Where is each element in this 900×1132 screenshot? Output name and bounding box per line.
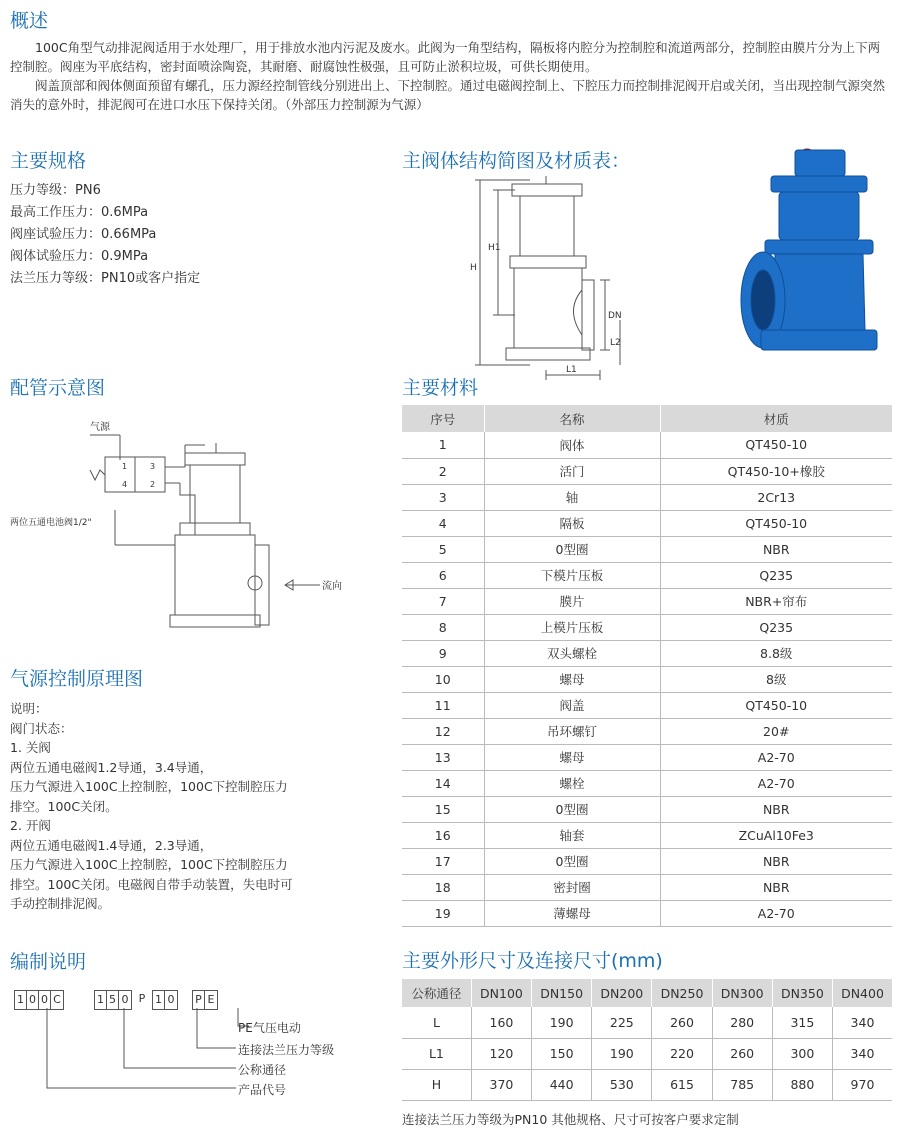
table-cell: 上模片压板 (484, 614, 660, 640)
note-line: 压力气源进入100C上控制腔，100C下控制腔压力 (10, 779, 288, 794)
table-cell: 螺母 (484, 744, 660, 770)
spec-item: 法兰压力等级：PN10或客户指定 (10, 271, 201, 286)
table-cell: 190 (592, 1038, 652, 1069)
table-cell: 7 (402, 588, 484, 614)
col-header-name: 名称 (484, 405, 660, 432)
table-row (402, 718, 892, 744)
table-cell: 9 (402, 640, 484, 666)
table-cell: 阀盖 (484, 692, 660, 718)
overview-title: 概述 (10, 10, 49, 32)
model-code-row (14, 990, 218, 1010)
code-char: 1 (95, 991, 107, 1009)
code-leader-lines (14, 1008, 254, 1098)
table-cell: 260 (652, 1007, 712, 1038)
table-row (402, 640, 892, 666)
table-cell: ZCuAl10Fe3 (660, 822, 892, 848)
code-actuator (192, 990, 218, 1010)
table-cell: L (402, 1007, 471, 1038)
table-cell: 阀体 (484, 432, 660, 458)
col-header: DN100 (471, 979, 531, 1007)
col-header-material: 材质 (660, 405, 892, 432)
port-label: 4 (122, 480, 128, 489)
table-row (402, 692, 892, 718)
specs-list (10, 180, 200, 290)
table-cell: 双头螺栓 (484, 640, 660, 666)
table-row (402, 796, 892, 822)
note-line: 1. 关阀 (10, 740, 51, 755)
table-cell: NBR (660, 848, 892, 874)
table-row (402, 770, 892, 796)
note-line: 压力气源进入100C上控制腔，100C下控制腔压力 (10, 857, 288, 872)
table-cell: 340 (832, 1038, 892, 1069)
materials-table (402, 405, 892, 927)
dim-label-h: H (470, 263, 477, 273)
table-cell: 880 (772, 1069, 832, 1100)
dimensions-table (402, 979, 892, 1101)
table-cell: 8 (402, 614, 484, 640)
dim-label-l1: L1 (566, 365, 577, 375)
table-cell: 13 (402, 744, 484, 770)
table-cell: 2 (402, 458, 484, 484)
table-cell: 8.8级 (660, 640, 892, 666)
table-cell: 吊环螺钉 (484, 718, 660, 744)
table-cell: NBR (660, 796, 892, 822)
table-cell: 14 (402, 770, 484, 796)
table-cell: A2-70 (660, 744, 892, 770)
note-line: 说明： (10, 701, 48, 716)
port-label: 1 (122, 462, 128, 471)
code-separator: P (138, 992, 146, 1005)
table-cell: NBR (660, 874, 892, 900)
note-line: 2. 开阀 (10, 818, 51, 833)
table-cell: 轴套 (484, 822, 660, 848)
table-cell: A2-70 (660, 900, 892, 926)
note-line: 排空。100C关闭。 (10, 798, 118, 814)
specs-title: 主要规格 (10, 150, 87, 172)
structure-drawing (470, 170, 620, 380)
table-cell: NBR (660, 536, 892, 562)
overview-paragraph-1: 100C角型气动排泥阀适用于水处理厂，用于排放水池内污泥及废水。此阀为一角型结构，隔板将内腔分为控制腔和流道两部分，控制腔由膜片分为上下两控制腔。阀座为平底结构，密封面喷涂陶瓷，其耐磨、耐腐蚀性极强，且可防止淤积垃圾，可供长期使用。 (10, 40, 881, 74)
spec-item: 压力等级：PN6 (10, 183, 101, 198)
dim-label-h1: H1 (488, 243, 501, 253)
overview-paragraph-2: 阀盖顶部和阀体侧面预留有螺孔，压力源经控制管线分别进出上、下控制腔。通过电磁阀控制上、下腔压力而控制排泥阀开启或关闭，当出现控制气源突然消失的意外时，排泥阀可在进口水压下保持关闭。（外部压力控制源为气源） (10, 78, 886, 112)
piping-title: 配管示意图 (10, 377, 106, 399)
table-cell: Q235 (660, 562, 892, 588)
table-row (402, 900, 892, 926)
spec-item: 阀座试验压力：0.66MPa (10, 227, 157, 242)
coding-title: 编制说明 (10, 951, 87, 973)
spec-item: 阀体试验压力：0.9MPa (10, 249, 149, 264)
col-header: DN400 (832, 979, 892, 1007)
note-line: 阀门状态： (10, 720, 73, 736)
table-row (402, 562, 892, 588)
table-row (402, 744, 892, 770)
table-cell: 20# (660, 718, 892, 744)
table-cell: 120 (471, 1038, 531, 1069)
table-cell: 8级 (660, 666, 892, 692)
table-cell: 3 (402, 484, 484, 510)
control-notes (10, 699, 370, 914)
structure-title: 主阀体结构简图及材质表： (402, 150, 631, 172)
table-cell: QT450-10 (660, 432, 892, 458)
table-cell: 530 (592, 1069, 652, 1100)
table-row (402, 614, 892, 640)
code-diameter (94, 990, 132, 1010)
table-cell: 16 (402, 822, 484, 848)
table-cell: 220 (652, 1038, 712, 1069)
code-pressure (152, 990, 178, 1010)
flow-direction-label: 流向 (322, 581, 342, 592)
table-cell: 12 (402, 718, 484, 744)
table-cell: 17 (402, 848, 484, 874)
dimensions-title: 主要外形尺寸及连接尺寸(mm) (402, 950, 663, 972)
table-cell: 150 (532, 1038, 592, 1069)
table-row (402, 822, 892, 848)
table-cell: 膜片 (484, 588, 660, 614)
table-row (402, 848, 892, 874)
table-cell: 440 (532, 1069, 592, 1100)
table-cell: 340 (832, 1007, 892, 1038)
table-cell: 19 (402, 900, 484, 926)
table-cell: 1 (402, 432, 484, 458)
table-cell: 下模片压板 (484, 562, 660, 588)
table-cell: 280 (712, 1007, 772, 1038)
table-row (402, 1069, 892, 1100)
table-row (402, 458, 892, 484)
col-header: DN350 (772, 979, 832, 1007)
code-label-pressure: 连接法兰压力等级 (238, 1043, 335, 1057)
table-cell: NBR+帘布 (660, 588, 892, 614)
col-header: DN300 (712, 979, 772, 1007)
code-char: 0 (167, 993, 175, 1006)
table-row (402, 1038, 892, 1069)
dimensions-footnote: 连接法兰压力等级为PN10 其他规格、尺寸可按客户要求定制 (402, 1112, 739, 1127)
table-cell: 2Cr13 (660, 484, 892, 510)
table-cell: 0型圈 (484, 796, 660, 822)
table-cell: 315 (772, 1007, 832, 1038)
piping-diagram (10, 415, 370, 645)
code-char: 5 (107, 991, 119, 1009)
materials-header-row (402, 405, 892, 432)
table-row (402, 588, 892, 614)
col-header-index: 序号 (402, 405, 484, 432)
note-line: 排空。100C关闭。电磁阀自带手动装置，失电时可 (10, 876, 293, 892)
table-cell: 15 (402, 796, 484, 822)
table-cell: 18 (402, 874, 484, 900)
table-row (402, 510, 892, 536)
solenoid-valve-label: 两位五通电池阀1/2" (10, 518, 92, 528)
code-char: 1 (153, 991, 165, 1009)
port-label: 3 (150, 462, 156, 471)
table-cell: 隔板 (484, 510, 660, 536)
materials-title: 主要材料 (402, 377, 479, 399)
table-cell: 370 (471, 1069, 531, 1100)
table-cell: 615 (652, 1069, 712, 1100)
code-char: E (207, 993, 215, 1006)
table-cell: H (402, 1069, 471, 1100)
table-cell: A2-70 (660, 770, 892, 796)
valve-product-photo (735, 130, 895, 370)
table-row (402, 536, 892, 562)
table-cell: 970 (832, 1069, 892, 1100)
table-row (402, 666, 892, 692)
note-line: 手动控制排泥阀。 (10, 896, 111, 911)
table-row (402, 432, 892, 458)
table-cell: 225 (592, 1007, 652, 1038)
table-cell: 螺栓 (484, 770, 660, 796)
note-line: 两位五通电磁阀1.4导通，2.3导通， (10, 837, 213, 853)
table-cell: 0型圈 (484, 536, 660, 562)
table-cell: 260 (712, 1038, 772, 1069)
dimensions-header-row (402, 979, 892, 1007)
code-char: 0 (39, 991, 51, 1009)
table-row (402, 874, 892, 900)
table-cell: 4 (402, 510, 484, 536)
dim-label-l2: L2 (610, 338, 621, 348)
table-cell: 螺母 (484, 666, 660, 692)
table-cell: 6 (402, 562, 484, 588)
table-cell: 160 (471, 1007, 531, 1038)
col-header: DN200 (592, 979, 652, 1007)
code-product (14, 990, 64, 1010)
table-cell: 5 (402, 536, 484, 562)
code-label-product: 产品代号 (238, 1083, 287, 1097)
table-cell: 10 (402, 666, 484, 692)
code-label-actuator: PE气压电动 (238, 1021, 301, 1035)
table-cell: 300 (772, 1038, 832, 1069)
code-char: C (53, 993, 61, 1006)
table-cell: 密封圈 (484, 874, 660, 900)
port-label: 2 (150, 480, 156, 489)
table-row (402, 1007, 892, 1038)
table-cell: QT450-10 (660, 692, 892, 718)
col-header: DN150 (532, 979, 592, 1007)
col-header: DN250 (652, 979, 712, 1007)
table-cell: 11 (402, 692, 484, 718)
table-cell: 轴 (484, 484, 660, 510)
code-char: 0 (27, 991, 39, 1009)
note-line: 两位五通电磁阀1.2导通，3.4导通， (10, 759, 213, 775)
spec-item: 最高工作压力：0.6MPa (10, 205, 149, 220)
air-source-label: 气源 (90, 422, 110, 433)
table-cell: 薄螺母 (484, 900, 660, 926)
code-char: P (193, 991, 205, 1009)
table-cell: 0型圈 (484, 848, 660, 874)
table-row (402, 484, 892, 510)
overview-text (10, 38, 890, 114)
dim-label-dn: DN (608, 311, 622, 321)
table-cell: 190 (532, 1007, 592, 1038)
control-title: 气源控制原理图 (10, 668, 144, 690)
col-header: 公称通径 (402, 979, 471, 1007)
table-cell: Q235 (660, 614, 892, 640)
table-cell: L1 (402, 1038, 471, 1069)
code-label-diameter: 公称通径 (238, 1063, 287, 1077)
code-char: 0 (121, 993, 129, 1006)
table-cell: 活门 (484, 458, 660, 484)
table-cell: 785 (712, 1069, 772, 1100)
code-char: 1 (15, 991, 27, 1009)
table-cell: QT450-10+橡胶 (660, 458, 892, 484)
table-cell: QT450-10 (660, 510, 892, 536)
